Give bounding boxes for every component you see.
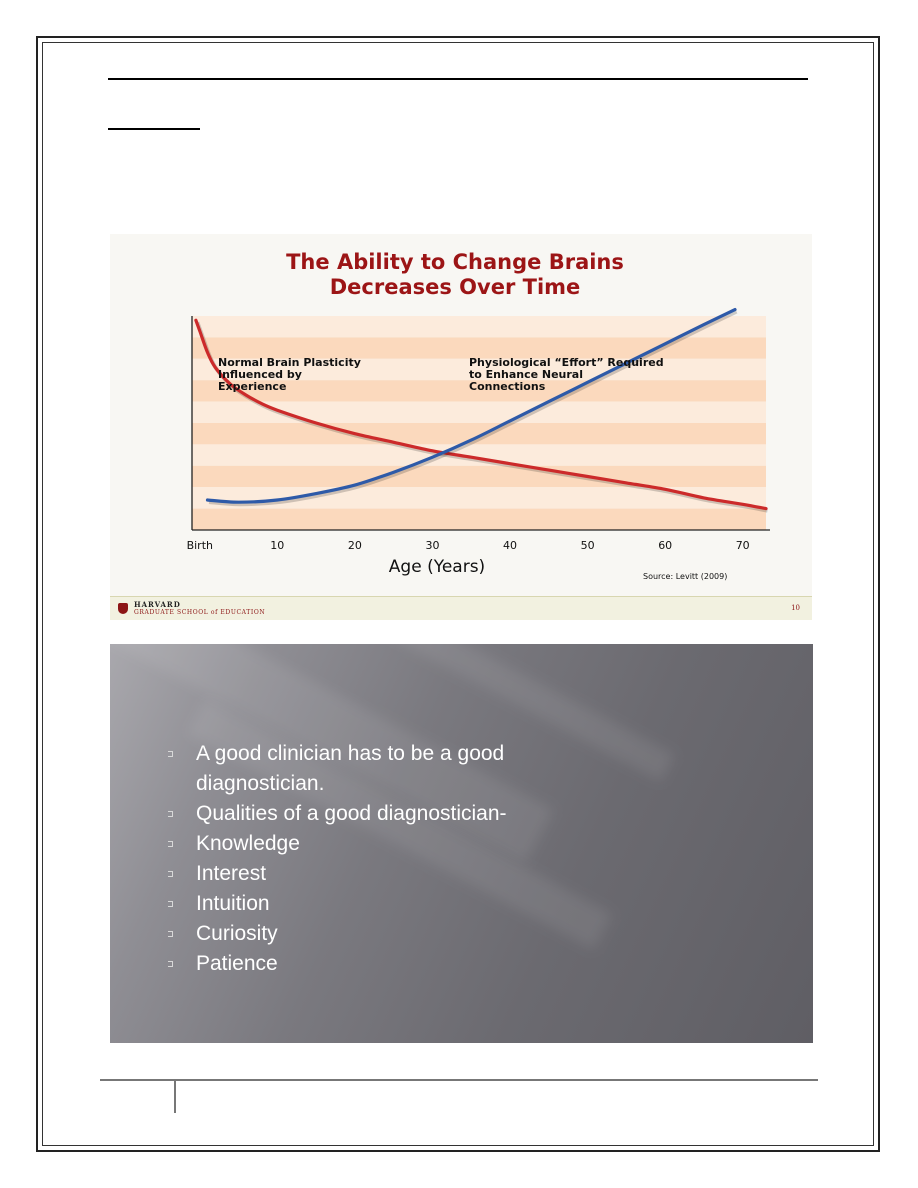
bullet-item — [168, 949, 636, 979]
bullet-item — [168, 799, 636, 829]
harvard-name: HARVARD — [134, 600, 181, 609]
bullet-marker-icon — [168, 871, 173, 877]
bullet-text: Intuition — [196, 892, 270, 915]
chart-slide — [110, 234, 812, 620]
bullet-marker-icon — [168, 751, 173, 757]
annotation-left-line3: Experience — [218, 380, 287, 393]
slide-footer — [110, 596, 812, 620]
annotation-left-line2: Influenced by — [218, 368, 302, 381]
annotation-right-line1: Physiological “Effort” Required — [469, 356, 664, 369]
slide-number: 10 — [791, 604, 800, 612]
bullet-list — [168, 739, 636, 979]
bullet-text: Knowledge — [196, 832, 300, 855]
x-tick-label: 60 — [658, 539, 673, 552]
bullet-marker-icon — [168, 961, 173, 967]
x-tick-label: 20 — [347, 539, 362, 552]
chart-svg — [110, 234, 812, 596]
annotation-left-line1: Normal Brain Plasticity — [218, 356, 361, 369]
bullet-text: Patience — [196, 952, 278, 975]
source-note: Source: Levitt (2009) — [643, 572, 728, 581]
bullet-item — [168, 739, 636, 799]
bullet-text: Curiosity — [196, 922, 278, 945]
grid-band — [192, 466, 766, 487]
header-rule — [108, 78, 808, 80]
harvard-shield-icon — [118, 603, 128, 614]
bullet-marker-icon — [168, 901, 173, 907]
chart-bands — [192, 316, 766, 530]
annotation-right-line2: to Enhance Neural — [469, 368, 584, 381]
bullet-item — [168, 829, 636, 859]
page-footer-rule — [100, 1079, 818, 1081]
x-tick-label: 50 — [580, 539, 595, 552]
bullet-slide — [110, 644, 813, 1043]
bullet-item — [168, 919, 636, 949]
chart-title-line1: The Ability to Change Brains — [286, 250, 624, 274]
bullet-text: Interest — [196, 862, 267, 885]
chart-title-line2: Decreases Over Time — [329, 275, 581, 299]
bullet-marker-icon — [168, 841, 173, 847]
harvard-school: GRADUATE SCHOOL of EDUCATION — [134, 609, 266, 616]
bullet-text: Qualities of a good diagnostician- — [196, 802, 507, 825]
grid-band — [192, 509, 766, 530]
x-tick-label: Birth — [186, 539, 214, 552]
grid-band — [192, 487, 766, 508]
bullet-item — [168, 859, 636, 889]
bullet-marker-icon — [168, 811, 173, 817]
x-tick-labels — [187, 539, 750, 552]
page-footer-divider — [174, 1081, 176, 1113]
bullet-item — [168, 889, 636, 919]
x-tick-label: 10 — [270, 539, 285, 552]
x-axis-label: Age (Years) — [388, 557, 486, 577]
grid-band — [192, 316, 766, 337]
x-tick-label: 40 — [503, 539, 517, 552]
bullet-marker-icon — [168, 931, 173, 937]
header-short-rule — [108, 128, 200, 130]
bullet-text: A good clinician has to be a good diagnostician. — [196, 742, 505, 795]
grid-band — [192, 444, 766, 465]
x-tick-label: 70 — [735, 539, 750, 552]
annotation-right-line3: Connections — [469, 380, 546, 393]
x-tick-label: 30 — [425, 539, 440, 552]
